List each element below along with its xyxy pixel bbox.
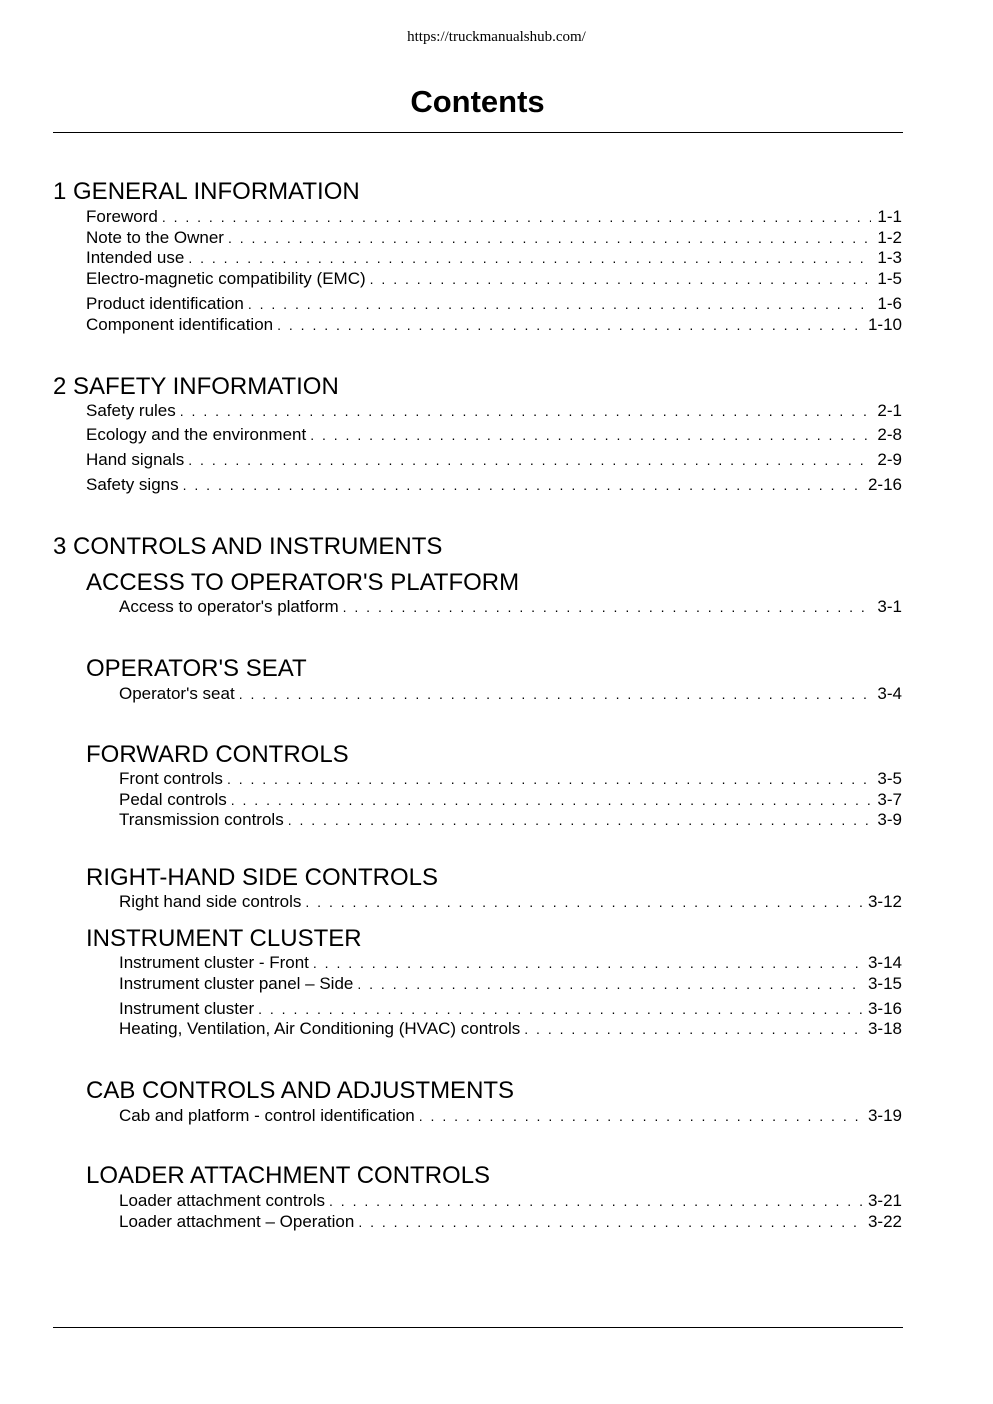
toc-entry-page: 3-18 [867, 1019, 902, 1038]
footer-divider [53, 1327, 903, 1328]
dot-leader [180, 401, 872, 421]
page-url: https://truckmanualshub.com/ [407, 29, 586, 45]
toc-entry-page: 2-9 [877, 450, 902, 469]
section-title: ACCESS TO OPERATOR'S PLATFORM [86, 569, 520, 596]
toc-entry[interactable] [119, 1019, 902, 1039]
toc-entry[interactable] [86, 294, 902, 314]
toc-entry[interactable] [119, 769, 902, 789]
toc-entry-page: 2-8 [877, 425, 902, 444]
toc-entry[interactable] [86, 315, 902, 335]
toc-entry[interactable] [86, 228, 902, 248]
toc-entry-page: 2-1 [877, 401, 902, 420]
chapter-title: 2 SAFETY INFORMATION [53, 373, 339, 400]
toc-entry-title: Hand signals [86, 450, 185, 469]
dot-leader [313, 953, 862, 973]
toc-entry-page: 3-9 [877, 810, 902, 829]
dot-leader [370, 269, 872, 289]
dot-leader [239, 684, 872, 704]
dot-leader [231, 790, 872, 810]
toc-entry-title: Electro-magnetic compatibility (EMC) [86, 269, 366, 288]
toc-entry-page: 1-10 [867, 315, 902, 334]
toc-entry[interactable] [86, 475, 902, 495]
toc-entry-page: 3-12 [867, 892, 902, 911]
toc-entry-title: Instrument cluster panel – Side [119, 974, 354, 993]
page-title: Contents [410, 84, 545, 119]
toc-entry-title: Transmission controls [119, 810, 284, 829]
section-title: RIGHT-HAND SIDE CONTROLS [86, 864, 439, 891]
toc-entry[interactable] [119, 684, 902, 704]
toc-entry-title: Safety signs [86, 475, 179, 494]
header-divider [53, 132, 903, 133]
toc-entry-title: Access to operator's platform [119, 597, 339, 616]
dot-leader [310, 425, 871, 445]
toc-entry[interactable] [119, 974, 902, 994]
toc-entry[interactable] [86, 269, 902, 289]
toc-entry-title: Heating, Ventilation, Air Conditioning (HVAC) controls [119, 1019, 521, 1038]
toc-entry[interactable] [119, 1106, 902, 1126]
toc-entry-page: 3-21 [867, 1191, 902, 1210]
toc-entry-title: Product identification [86, 294, 244, 313]
toc-entry-page: 3-1 [877, 597, 902, 616]
toc-entry-title: Safety rules [86, 401, 176, 420]
dot-leader [188, 248, 871, 268]
dot-leader [288, 810, 872, 830]
toc-entry[interactable] [119, 999, 902, 1019]
dot-leader [162, 207, 872, 227]
toc-entry-page: 3-7 [877, 790, 902, 809]
toc-entry-title: Intended use [86, 248, 185, 267]
toc-entry-page: 3-15 [867, 974, 902, 993]
toc-entry-page: 3-4 [877, 684, 902, 703]
toc-entry-page: 2-16 [867, 475, 902, 494]
dot-leader [258, 999, 862, 1019]
toc-entry[interactable] [86, 401, 902, 421]
toc-entry-title: Instrument cluster [119, 999, 255, 1018]
toc-entry-title: Instrument cluster - Front [119, 953, 309, 972]
dot-leader [183, 475, 862, 495]
section-title: LOADER ATTACHMENT CONTROLS [86, 1162, 491, 1189]
dot-leader [227, 769, 871, 789]
toc-entry-title: Loader attachment – Operation [119, 1212, 355, 1231]
toc-entry-title: Loader attachment controls [119, 1191, 326, 1210]
toc-entry[interactable] [119, 790, 902, 810]
toc-entry-title: Right hand side controls [119, 892, 302, 911]
toc-entry-page: 3-22 [867, 1212, 902, 1231]
dot-leader [343, 597, 872, 617]
toc-entry[interactable] [119, 953, 902, 973]
toc-entry-page: 1-2 [877, 228, 902, 247]
toc-entry-page: 1-5 [877, 269, 902, 288]
dot-leader [357, 974, 862, 994]
dot-leader [329, 1191, 862, 1211]
dot-leader [358, 1212, 862, 1232]
dot-leader [188, 450, 871, 470]
toc-entry-page: 1-6 [877, 294, 902, 313]
toc-entry[interactable] [86, 450, 902, 470]
toc-entry-title: Cab and platform - control identification [119, 1106, 415, 1125]
toc-entry[interactable] [119, 1212, 902, 1232]
dot-leader [228, 228, 871, 248]
section-title: OPERATOR'S SEAT [86, 655, 307, 682]
toc-entry-title: Foreword [86, 207, 158, 226]
toc-entry[interactable] [86, 248, 902, 268]
dot-leader [248, 294, 872, 314]
section-title: CAB CONTROLS AND ADJUSTMENTS [86, 1077, 515, 1104]
section-title: FORWARD CONTROLS [86, 741, 349, 768]
toc-entry-title: Pedal controls [119, 790, 227, 809]
toc-entry-title: Ecology and the environment [86, 425, 307, 444]
dot-leader [419, 1106, 862, 1126]
dot-leader [524, 1019, 862, 1039]
toc-entry-title: Component identification [86, 315, 274, 334]
toc-entry[interactable] [119, 597, 902, 617]
toc-entry-page: 3-19 [867, 1106, 902, 1125]
toc-entry-page: 3-5 [877, 769, 902, 788]
toc-entry-title: Front controls [119, 769, 223, 788]
toc-entry[interactable] [119, 892, 902, 912]
toc-entry-page: 3-14 [867, 953, 902, 972]
toc-entry-title: Operator's seat [119, 684, 235, 703]
chapter-title: 1 GENERAL INFORMATION [53, 178, 360, 205]
toc-entry-page: 1-1 [877, 207, 902, 226]
toc-entry-page: 3-16 [867, 999, 902, 1018]
toc-entry[interactable] [119, 1191, 902, 1211]
chapter-title: 3 CONTROLS AND INSTRUMENTS [53, 533, 443, 560]
section-title: INSTRUMENT CLUSTER [86, 925, 362, 952]
dot-leader [305, 892, 862, 912]
toc-entry-page: 1-3 [877, 248, 902, 267]
toc-entry[interactable] [86, 207, 902, 227]
dot-leader [277, 315, 862, 335]
toc-entry[interactable] [86, 425, 902, 445]
toc-entry-title: Note to the Owner [86, 228, 224, 247]
toc-entry[interactable] [119, 810, 902, 830]
